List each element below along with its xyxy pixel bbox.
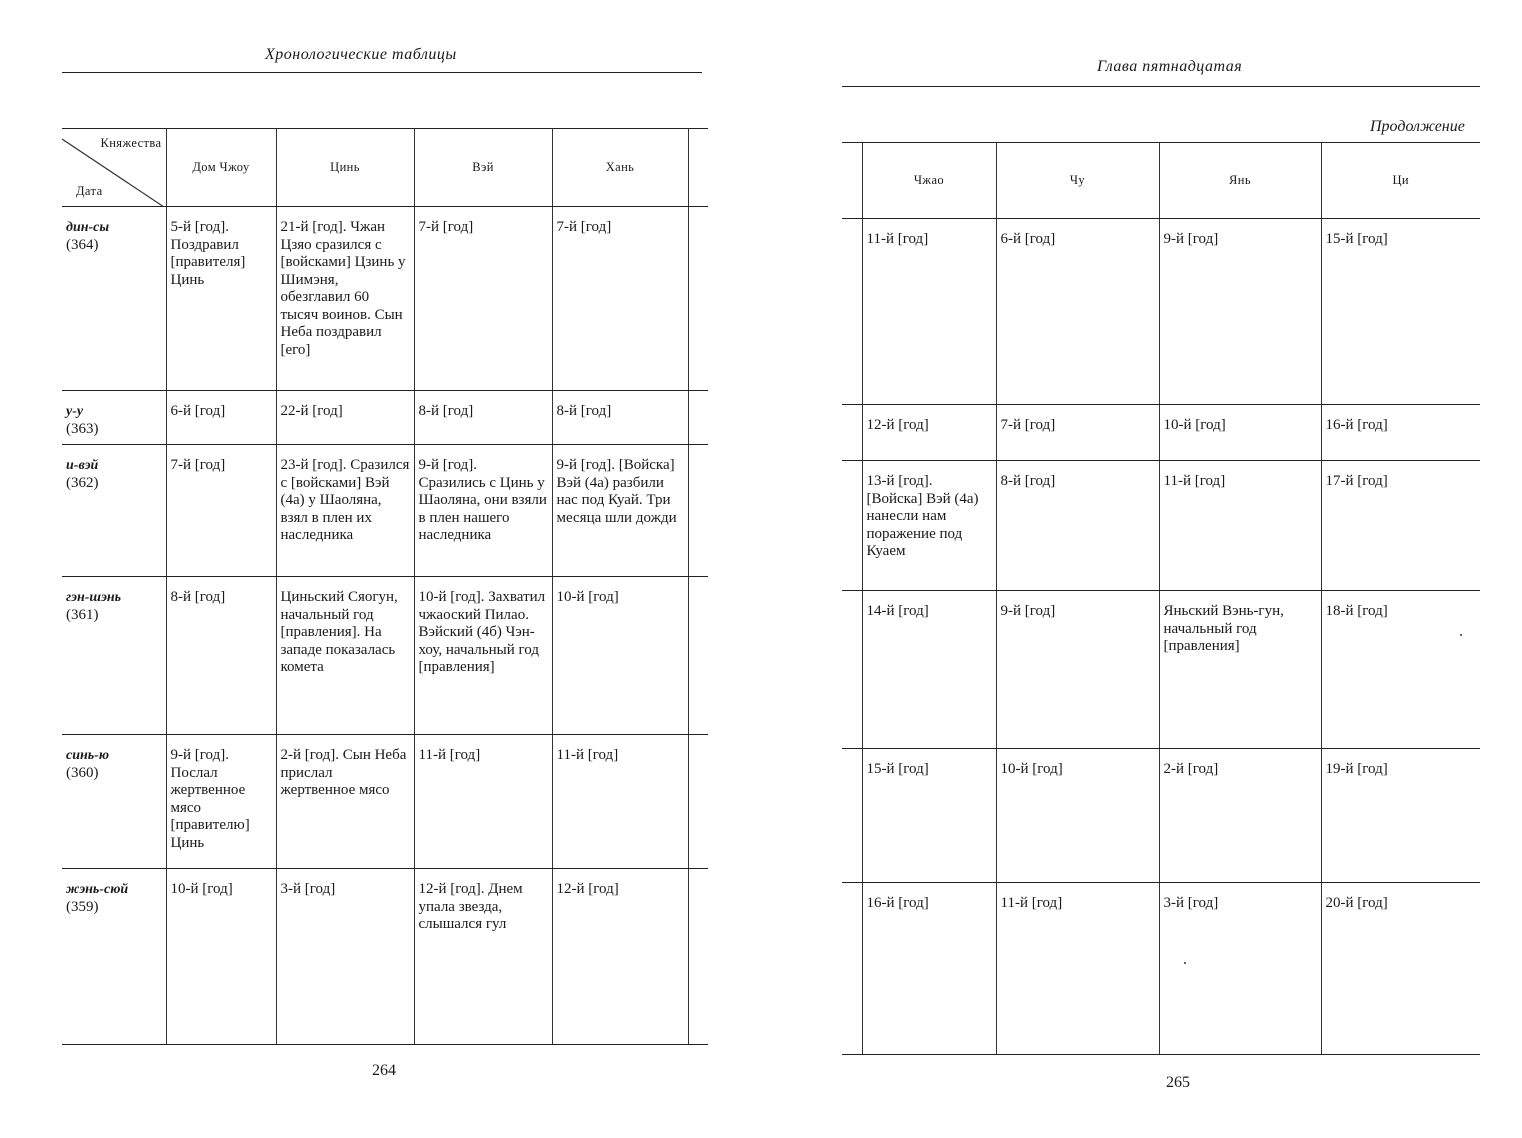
column-spacer: [842, 461, 862, 591]
year-bc: (360): [66, 764, 99, 781]
column-header: Чжао: [862, 143, 996, 219]
table-row: [62, 207, 708, 391]
column-spacer: [842, 219, 862, 405]
print-speck: [1184, 962, 1186, 964]
table-cell: 9-й [год]. [Войска] Вэй (4а) разбили нас под Куай. Три месяца шли дожди: [552, 445, 688, 577]
cycle-name: жэнь-сюй: [66, 882, 129, 897]
table-row: [842, 749, 1480, 883]
table-cell: 16-й [год]: [1321, 405, 1480, 461]
print-speck: [1460, 634, 1462, 636]
column-header: Ци: [1321, 143, 1480, 219]
chronology-table-right: [842, 142, 1480, 1055]
table-cell: 2-й [год]. Сын Неба прислал жертвенное мясо: [276, 735, 414, 869]
cycle-name: у-у: [66, 404, 84, 419]
table-cell: 14-й [год]: [862, 591, 996, 749]
table-cell: 11-й [год]: [414, 735, 552, 869]
table-cell: 11-й [год]: [1159, 461, 1321, 591]
table-cell: 8-й [год]: [552, 391, 688, 445]
year-bc: (364): [66, 236, 99, 253]
table-cell: 7-й [год]: [996, 405, 1159, 461]
column-header: Дом Чжоу: [166, 129, 276, 207]
chronology-table-left: [62, 128, 708, 1045]
date-cell: [62, 391, 166, 445]
table-row: [842, 883, 1480, 1055]
table-cell: 21-й [год]. Чжан Цзяо сразился с [войсками] Цзинь у Шимэня, обезглавил 60 тысяч воинов. Сын Неба поздравил [его]: [276, 207, 414, 391]
table-cell: 6-й [год]: [166, 391, 276, 445]
running-head-right: Глава пятнадцатая: [1097, 58, 1243, 75]
column-spacer: [842, 749, 862, 883]
table-cell: 15-й [год]: [1321, 219, 1480, 405]
table-cell: 19-й [год]: [1321, 749, 1480, 883]
table-cell: 8-й [год]: [996, 461, 1159, 591]
table-cell: 8-й [год]: [166, 577, 276, 735]
table-cell: Циньский Сяогун, начальный год [правления]. На западе показалась комета: [276, 577, 414, 735]
table-cell: 3-й [год]: [1159, 883, 1321, 1055]
column-spacer: [688, 445, 708, 577]
table-row: [62, 735, 708, 869]
table-row: [842, 591, 1480, 749]
table-cell: 7-й [год]: [552, 207, 688, 391]
column-spacer: [688, 577, 708, 735]
column-spacer: [842, 143, 862, 219]
column-spacer: [842, 591, 862, 749]
column-spacer: [688, 207, 708, 391]
date-cell: [62, 207, 166, 391]
year-bc: (363): [66, 420, 99, 437]
year-bc: (362): [66, 474, 99, 491]
table-cell: Яньский Вэнь-гун, начальный год [правления]: [1159, 591, 1321, 749]
cycle-name: дин-сы: [66, 220, 110, 235]
table-cell: 22-й [год]: [276, 391, 414, 445]
cycle-name: синь-ю: [66, 748, 110, 763]
date-cell: [62, 869, 166, 1045]
table-cell: 17-й [год]: [1321, 461, 1480, 591]
table-row: [62, 869, 708, 1045]
corner-header: [62, 129, 166, 207]
column-header: Цинь: [276, 129, 414, 207]
left-page: [0, 0, 740, 1138]
column-header: Вэй: [414, 129, 552, 207]
column-header: Янь: [1159, 143, 1321, 219]
column-spacer: [688, 391, 708, 445]
column-spacer: [842, 883, 862, 1055]
year-bc: (359): [66, 898, 99, 915]
date-cell: [62, 445, 166, 577]
column-header: Чу: [996, 143, 1159, 219]
continued-label: Продолжение: [1370, 118, 1465, 135]
table-cell: 7-й [год]: [166, 445, 276, 577]
table-header-row: [842, 143, 1480, 219]
column-spacer: [688, 129, 708, 207]
table-cell: 20-й [год]: [1321, 883, 1480, 1055]
table-cell: 23-й [год]. Сразился с [войсками] Вэй (4а) у Шаоляна, взял в плен их наследника: [276, 445, 414, 577]
table-cell: 9-й [год]: [1159, 219, 1321, 405]
table-row: [62, 391, 708, 445]
table-row: [842, 461, 1480, 591]
table-cell: 11-й [год]: [862, 219, 996, 405]
table-cell: 9-й [год]: [996, 591, 1159, 749]
table-cell: 15-й [год]: [862, 749, 996, 883]
cycle-name: гэн-шэнь: [66, 590, 122, 605]
column-header: Хань: [552, 129, 688, 207]
table-cell: 9-й [год]. Послал жертвенное мясо [правителю] Цинь: [166, 735, 276, 869]
table-cell: 7-й [год]: [414, 207, 552, 391]
corner-header-date: Дата: [76, 183, 103, 198]
table-row: [62, 445, 708, 577]
table-cell: 10-й [год]: [552, 577, 688, 735]
table-cell: 9-й [год]. Сразились с Цинь у Шаоляна, они взяли в плен нашего наследника: [414, 445, 552, 577]
table-cell: 2-й [год]: [1159, 749, 1321, 883]
table-cell: 5-й [год]. Поздравил [правителя] Цинь: [166, 207, 276, 391]
table-row: [842, 219, 1480, 405]
cycle-name: и-вэй: [66, 458, 99, 473]
table-cell: 10-й [год]: [166, 869, 276, 1045]
table-cell: 11-й [год]: [996, 883, 1159, 1055]
date-cell: [62, 577, 166, 735]
corner-header-principalities: Княжества: [100, 136, 162, 150]
table-cell: 6-й [год]: [996, 219, 1159, 405]
table-cell: 10-й [год]: [996, 749, 1159, 883]
table-cell: 12-й [год]: [552, 869, 688, 1045]
right-page: [780, 0, 1522, 1138]
page-number-left: 264: [372, 1062, 396, 1079]
head-rule-left: [62, 72, 702, 73]
column-spacer: [688, 735, 708, 869]
column-spacer: [688, 869, 708, 1045]
table-row: [62, 577, 708, 735]
year-bc: (361): [66, 606, 99, 623]
head-rule-right: [842, 86, 1480, 87]
date-cell: [62, 735, 166, 869]
table-row: [842, 405, 1480, 461]
table-cell: 8-й [год]: [414, 391, 552, 445]
table-cell: 10-й [год]: [1159, 405, 1321, 461]
table-cell: 10-й [год]. Захватил чжаоский Пилао. Вэйский (4б) Чэн-хоу, начальный год [правления]: [414, 577, 552, 735]
page-number-right: 265: [1166, 1074, 1190, 1091]
table-cell: 11-й [год]: [552, 735, 688, 869]
table-cell: 18-й [год]: [1321, 591, 1480, 749]
table-cell: 12-й [год]. Днем упала звезда, слышался гул: [414, 869, 552, 1045]
table-cell: 13-й [год]. [Войска] Вэй (4а) нанесли нам поражение под Куаем: [862, 461, 996, 591]
table-cell: 12-й [год]: [862, 405, 996, 461]
table-header-row: [62, 129, 708, 207]
table-cell: 3-й [год]: [276, 869, 414, 1045]
column-spacer: [842, 405, 862, 461]
table-cell: 16-й [год]: [862, 883, 996, 1055]
running-head-left: Хронологические таблицы: [265, 46, 457, 63]
